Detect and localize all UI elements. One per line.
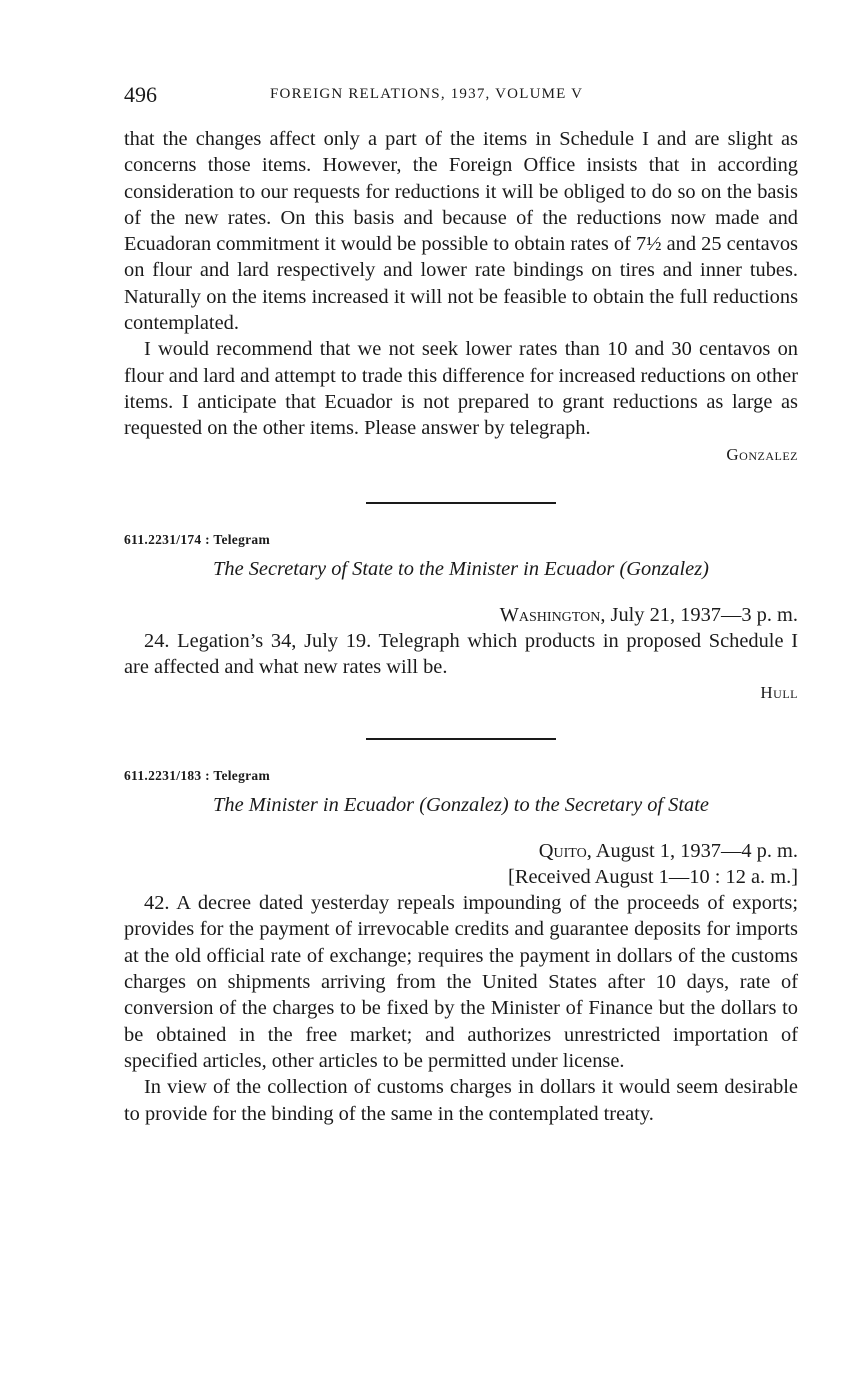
signature: Gonzalez <box>726 444 798 464</box>
signature: Hull <box>760 683 798 703</box>
body-paragraph: 24. Legation’s 34, July 19. Telegraph which products in proposed Schedule I are affected and what new rates will be. <box>124 629 798 678</box>
body-paragraph: I would recommend that we not seek lower rates than 10 and 30 centavos on flour and lard and attempt to trade this difference for increased reductions on other items. I anticipate that Ecuador is not prepared to grant reductions as large as requested on the other items. Please answer by telegraph. <box>124 338 798 440</box>
page-number: 496 <box>124 82 157 107</box>
document-heading: The Secretary of State to the Minister in Ecuador (Gonzalez) <box>213 557 709 580</box>
dateline <box>124 838 798 864</box>
running-title: FOREIGN RELATIONS, 1937, VOLUME V <box>270 86 584 102</box>
dateline-place: Washington <box>499 603 601 626</box>
body-paragraph: In view of the collection of customs charges in dollars it would seem desirable to provide for the binding of the same in the contemplated treaty. <box>124 1076 798 1125</box>
dateline-date: , August 1, 1937—4 p. m. <box>586 840 798 863</box>
body-paragraph: that the changes affect only a part of the items in Schedule I and are slight as concerns those items. However, the Foreign Office insists that in according consideration to our requests for reductions it will be obliged to do so on the basis of the new rates. On this basis and because of the reductions now made and Ecuadoran commitment it would be possible to obtain rates of 7½ and 25 centavos on flour and lard respectively and lower rate bindings on tires and inner tubes. Naturally on the items increased it will not be feasible to obtain the full reductions contemplated. <box>124 128 798 335</box>
file-reference: 611.2231/174 : Telegram <box>124 531 271 547</box>
dateline-place: Quito <box>538 840 587 863</box>
document-page <box>124 78 798 1127</box>
received-line: [Received August 1—10 : 12 a. m.] <box>508 866 798 889</box>
dateline-date: , July 21, 1937—3 p. m. <box>600 603 798 626</box>
section-divider <box>366 502 556 504</box>
document-heading: The Minister in Ecuador (Gonzalez) to the Secretary of State <box>213 794 709 817</box>
running-head <box>124 78 798 112</box>
section-divider <box>366 738 556 740</box>
file-reference: 611.2231/183 : Telegram <box>124 768 271 784</box>
body-paragraph: 42. A decree dated yesterday repeals impounding of the proceeds of exports; provides for the payment of irrevocable credits and guarantee deposits for imports at the old official rate of exchange; requires the payment in dollars of the customs charges on shipments arriving from the United States after 10 days, rate of conversion of the charges to be fixed by the Minister of Finance but the dollars to be obtained in the free market; and authorizes unrestricted importation of specified articles, other articles to be permitted under license. <box>124 892 798 1072</box>
dateline <box>124 602 798 628</box>
